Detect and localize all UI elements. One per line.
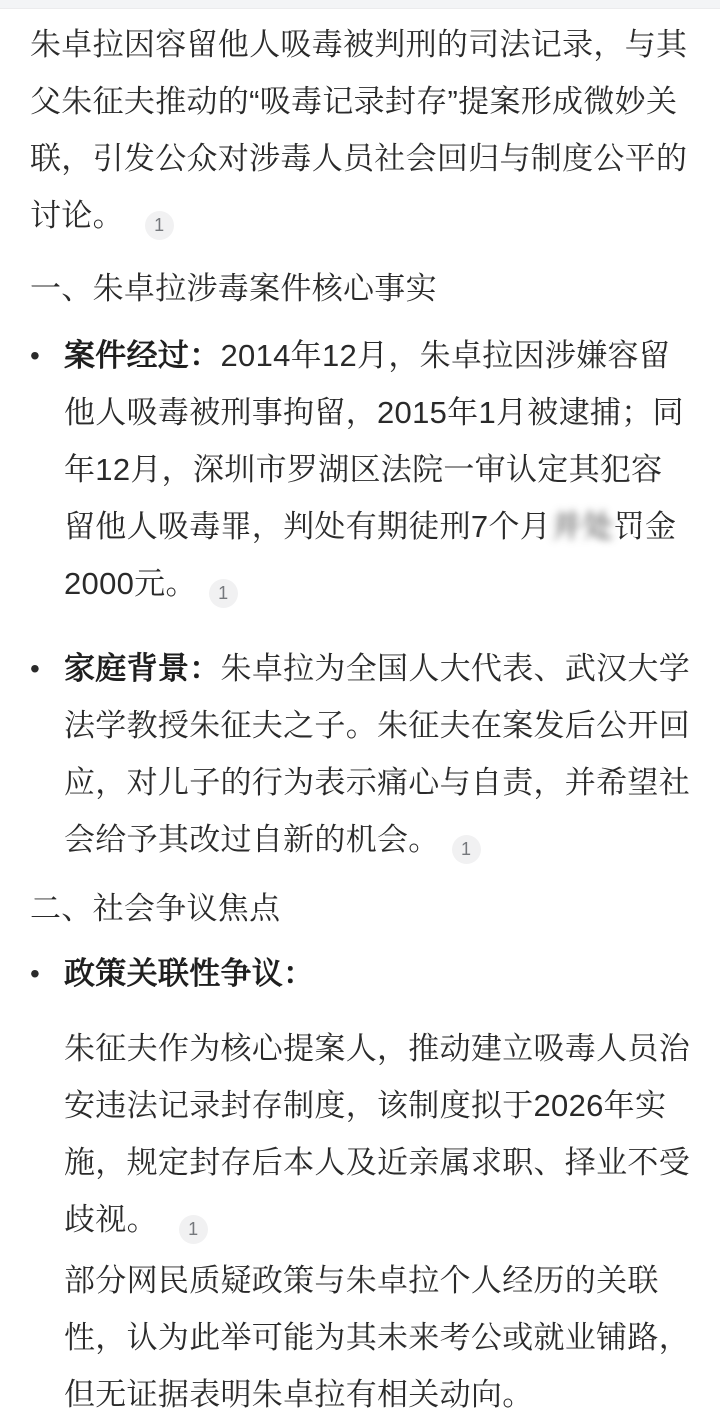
sub-paragraph-text: 朱征夫作为核心提案人，推动建立吸毒人员治安违法记录封存制度，该制度拟于2026年实施，规定封存后本人及近亲属求职、择业不受歧视。	[64, 1031, 690, 1237]
netizen-doubt-paragraph	[64, 1252, 690, 1412]
citation-badge[interactable]: 1	[209, 579, 238, 608]
section-social-controversy	[30, 880, 690, 1412]
list-item-family-background	[30, 640, 690, 868]
policy-detail-paragraph	[64, 1020, 690, 1248]
bullet-marker-icon: •	[30, 340, 41, 371]
bullet-text-before-blur: 2014年12月，朱卓拉因涉嫌容留他人吸毒被刑事拘留，2015年1月被逮捕；同年12月，深圳市罗湖区法院一审认定其犯容留他人吸毒罪，判处有期徒刑7个月	[64, 338, 684, 544]
bullet-label: 政策关联性争议：	[64, 956, 315, 991]
list-item-case-process	[30, 327, 690, 612]
section-case-facts	[30, 260, 690, 868]
bullet-marker-icon: •	[30, 653, 41, 684]
bullet-text-after-blur: 罚金2000元。	[64, 509, 677, 601]
citation-badge[interactable]: 1	[452, 835, 481, 864]
sub-paragraph-text: 部分网民质疑政策与朱卓拉个人经历的关联性，认为此举可能为其未来考公或就业铺路，但无证据表明朱卓拉有相关动向。	[64, 1263, 690, 1412]
bullet-body-case-process	[64, 327, 690, 612]
bullet-text: 朱卓拉为全国人大代表、武汉大学法学教授朱征夫之子。朱征夫在案发后公开回应，对儿子的行为表示痛心与自责，并希望社会给予其改过自新的机会。	[64, 651, 691, 857]
article-content	[0, 9, 720, 1412]
section-heading-social-controversy: 二、社会争议焦点	[30, 891, 281, 926]
bullet-marker-icon: •	[30, 958, 41, 989]
blurred-text: 并处	[551, 509, 614, 544]
section-heading-case-facts: 一、朱卓拉涉毒案件核心事实	[30, 271, 437, 306]
top-strip	[0, 0, 720, 9]
intro-text: 朱卓拉因容留他人吸毒被判刑的司法记录，与其父朱征夫推动的“吸毒记录封存”提案形成微妙关联，引发公众对涉毒人员社会回归与制度公平的讨论。	[30, 27, 688, 233]
citation-badge[interactable]: 1	[145, 211, 174, 240]
citation-badge[interactable]: 1	[179, 1215, 208, 1244]
bullet-label: 家庭背景：	[64, 651, 221, 686]
list-item-policy-controversy	[30, 945, 690, 1002]
bullet-body-family-background	[64, 640, 690, 868]
intro-paragraph	[30, 16, 690, 244]
bullet-label: 案件经过：	[64, 338, 221, 373]
bullet-body-policy-controversy	[64, 945, 690, 1002]
